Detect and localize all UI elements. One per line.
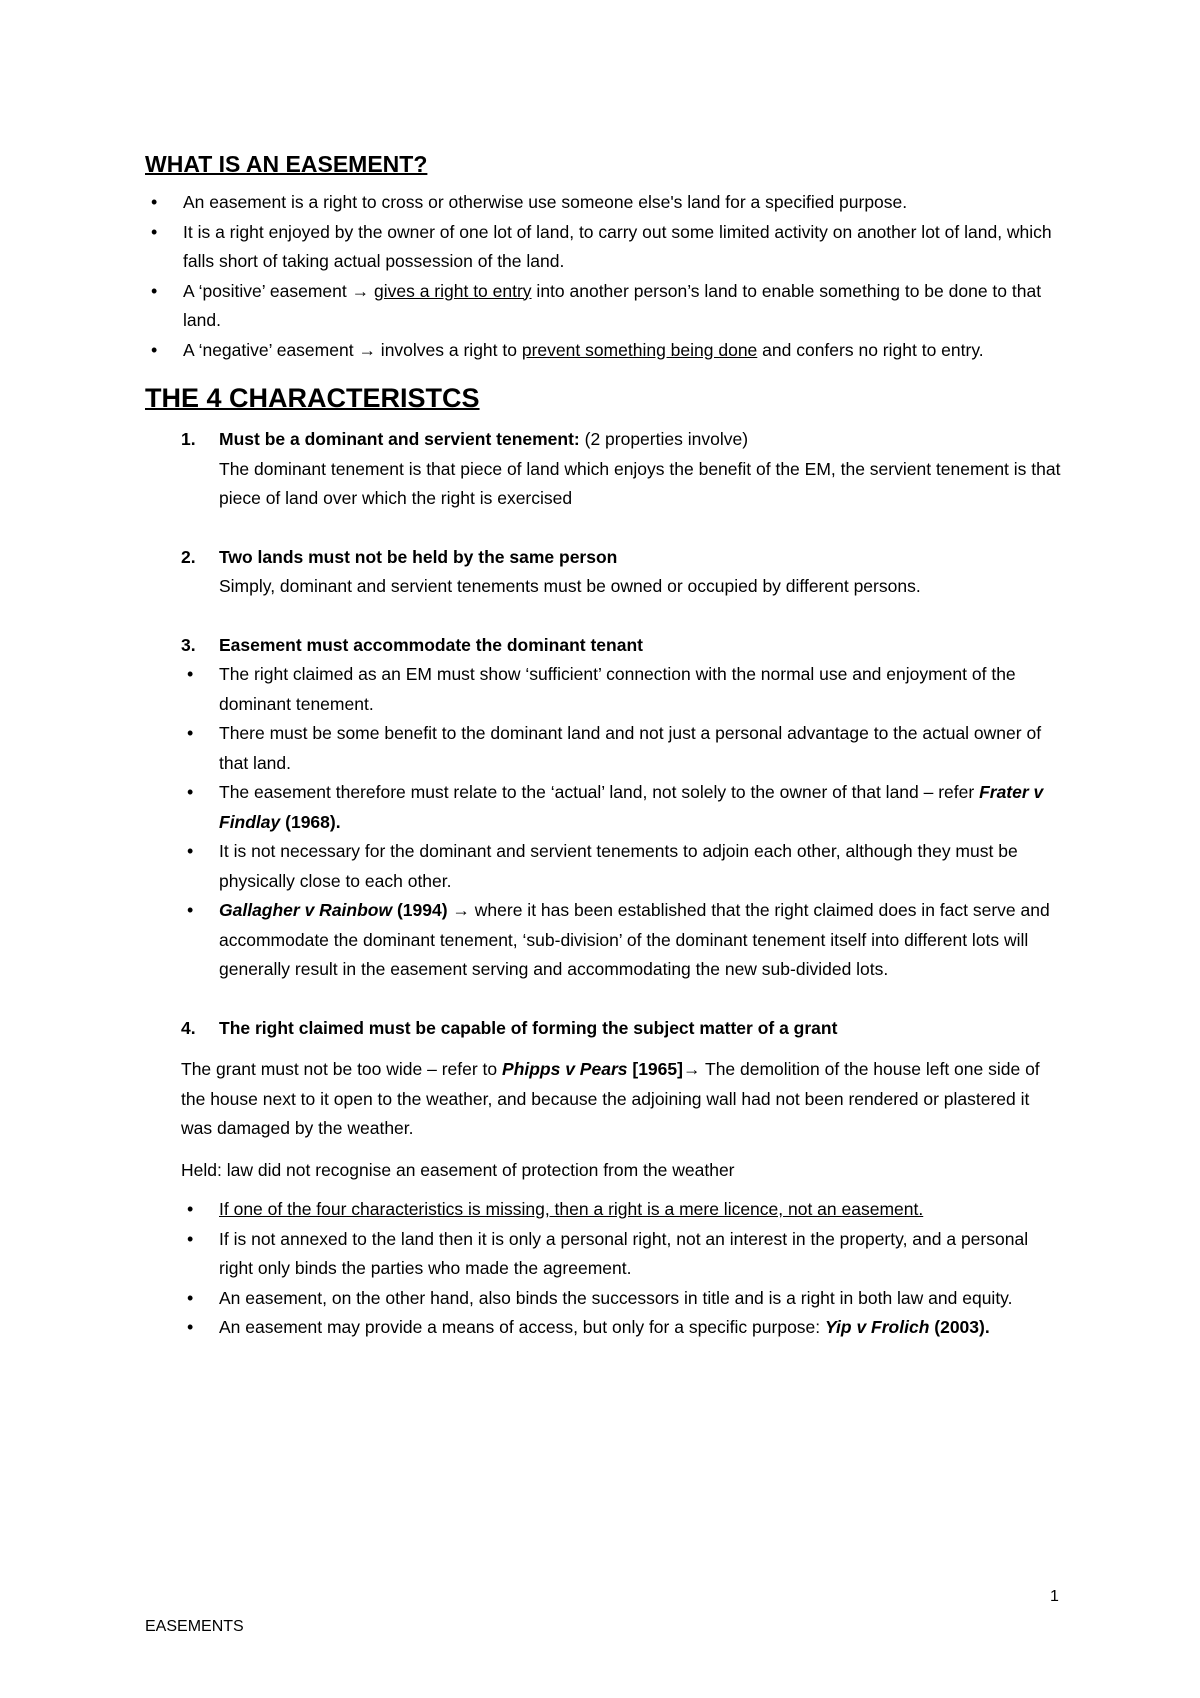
characteristic-3-list bbox=[145, 660, 1065, 985]
characteristic-heading: Two lands must not be held by the same person bbox=[219, 546, 618, 567]
definition-list bbox=[145, 188, 1065, 365]
document-body bbox=[145, 148, 1065, 1343]
heading-characteristics: THE 4 CHARACTERISTCS bbox=[145, 383, 480, 413]
list-item: • The easement therefore must relate to the ‘actual’ land, not solely to the owner of that land – refer Frater v Findlay (1968). bbox=[145, 778, 1065, 837]
arrow-icon: → bbox=[358, 339, 376, 360]
characteristic-text: Simply, dominant and servient tenements must be owned or occupied by different persons. bbox=[219, 576, 921, 596]
list-item: • It is not necessary for the dominant and servient tenements to adjoin each other, although they must be physically close to each other. bbox=[145, 837, 1065, 896]
characteristic-heading: The right claimed must be capable of forming the subject matter of a grant bbox=[219, 1017, 838, 1038]
grant-paragraph: The grant must not be too wide – refer to Phipps v Pears [1965]→ The demolition of the house left one side of the house next to it open to the weather, and because the adjoining wall had not been rendered or plastered it was damaged by the weather. bbox=[181, 1059, 1040, 1138]
characteristic-3: 3. Easement must accommodate the dominant tenant bbox=[181, 634, 643, 655]
underlined-text: gives a right to entry bbox=[373, 280, 532, 301]
held-paragraph: Held: law did not recognise an easement of protection from the weather bbox=[181, 1159, 735, 1180]
arrow-icon: → bbox=[351, 280, 370, 301]
characteristic-2: 2. Two lands must not be held by the same person bbox=[181, 546, 618, 567]
list-item: • There must be some benefit to the dominant land and not just a personal advantage to the actual owner of that land. bbox=[145, 719, 1065, 778]
list-item: • An easement is a right to cross or otherwise use someone else's land for a specified purpose. bbox=[145, 188, 1065, 218]
list-item: • A ‘negative’ easement → involves a right to prevent something being done and confers no right to entry. bbox=[145, 336, 1065, 366]
case-name: Phipps v Pears bbox=[502, 1059, 628, 1079]
list-item: • If one of the four characteristics is missing, then a right is a mere licence, not an easement. bbox=[145, 1195, 1065, 1225]
arrow-icon: → bbox=[452, 900, 470, 920]
characteristic-1: 1. Must be a dominant and servient tenement: (2 properties involve) bbox=[181, 429, 749, 449]
page-number: 1 bbox=[1050, 1588, 1059, 1605]
underlined-text: prevent something being done bbox=[521, 339, 758, 360]
list-item: • Gallagher v Rainbow (1994) → where it has been established that the right claimed does in fact serve and accommodate the dominant tenement, ‘sub-division’ of the dominant tenement itself into different lots will generally result in the easement serving and accommodating the new sub-divided lots. bbox=[145, 896, 1065, 985]
list-item: • An easement may provide a means of access, but only for a specific purpose: Yip v Frolich (2003). bbox=[145, 1313, 1065, 1343]
list-item: • An easement, on the other hand, also binds the successors in title and is a right in both law and equity. bbox=[145, 1284, 1065, 1314]
footer-label: EASEMENTS bbox=[145, 1618, 244, 1635]
arrow-icon: → bbox=[682, 1059, 701, 1079]
characteristic-heading: Must be a dominant and servient tenement: bbox=[219, 429, 580, 449]
list-item: • The right claimed as an EM must show ‘sufficient’ connection with the normal use and enjoyment of the dominant tenement. bbox=[145, 660, 1065, 719]
characteristic-text: The dominant tenement is that piece of land which enjoys the benefit of the EM, the servient tenement is that piece of land over which the right is exercised bbox=[219, 458, 1061, 508]
list-item: • It is a right enjoyed by the owner of one lot of land, to carry out some limited activity on another lot of land, which falls short of taking actual possession of the land. bbox=[145, 218, 1065, 277]
case-name: Yip v Frolich bbox=[825, 1317, 930, 1337]
heading-what-is-easement: WHAT IS AN EASEMENT? bbox=[145, 151, 428, 177]
characteristic-4: 4. The right claimed must be capable of forming the subject matter of a grant bbox=[181, 1017, 838, 1038]
list-item: • If is not annexed to the land then it is only a personal right, not an interest in the property, and a personal right only binds the parties who made the agreement. bbox=[145, 1225, 1065, 1284]
case-name: Frater v Findlay bbox=[219, 782, 1044, 832]
list-item: • A ‘positive’ easement → gives a right to entry into another person’s land to enable something to be done to that land. bbox=[145, 277, 1065, 336]
characteristic-4-list bbox=[145, 1195, 1065, 1343]
characteristic-heading: Easement must accommodate the dominant tenant bbox=[219, 634, 643, 655]
case-name: Gallagher v Rainbow bbox=[219, 900, 393, 920]
